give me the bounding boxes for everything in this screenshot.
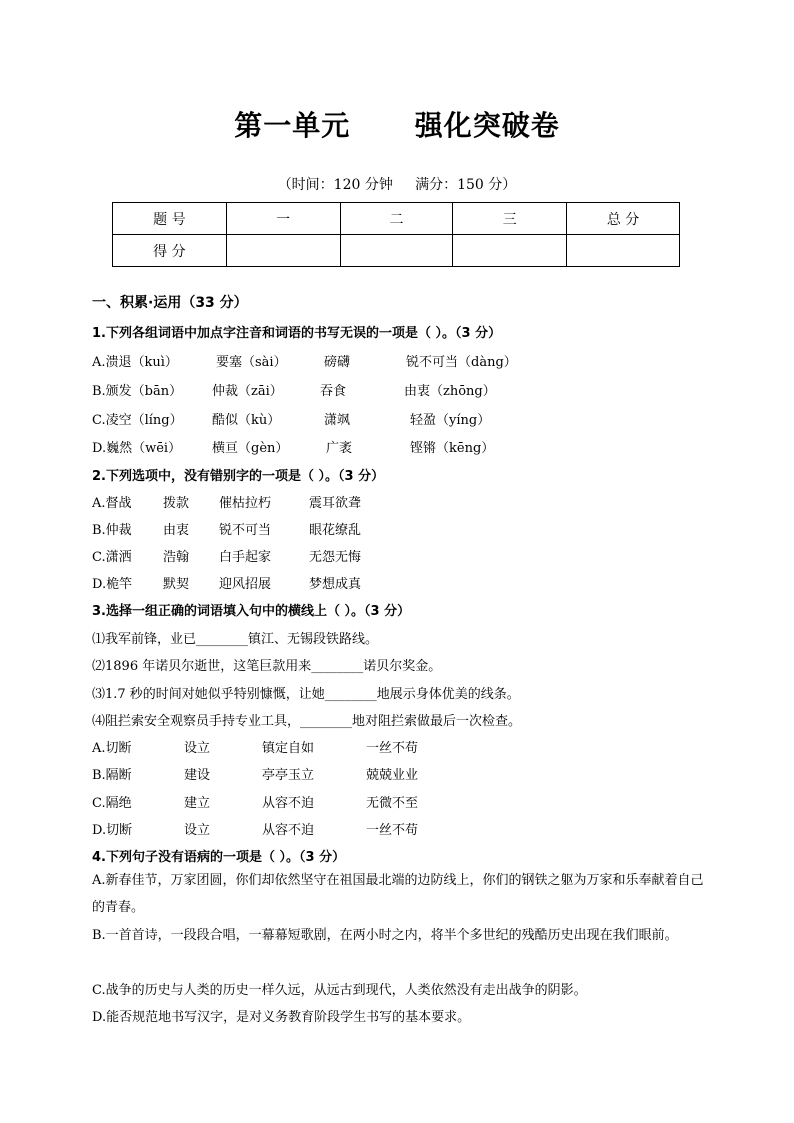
score-cell-total: 总 分 bbox=[567, 203, 680, 235]
question-3-option-a bbox=[92, 737, 418, 756]
option-item: 震耳欲聋 bbox=[309, 496, 362, 511]
option-item: 眼花缭乱 bbox=[309, 523, 362, 538]
question-4-option-b: B.一首首诗，一段段合唱，一幕幕短歌剧，在两小时之内，将半个多世纪的残酷历史出现在我们眼前。 bbox=[92, 928, 678, 943]
question-1-option-c bbox=[92, 409, 490, 428]
question-3-option-b bbox=[92, 764, 418, 783]
option-item: 建立 bbox=[184, 796, 211, 811]
option-item: 亭亭玉立 bbox=[262, 768, 315, 783]
option-item: 白手起家 bbox=[219, 550, 272, 565]
score-row-label: 得 分 bbox=[113, 235, 227, 267]
option-item: A.溃退（kuì） bbox=[92, 355, 178, 370]
score-blank-total[interactable] bbox=[567, 235, 680, 267]
exam-time-info: （时间：120 分钟 满分：150 分） bbox=[277, 177, 517, 193]
option-item: 浩翰 bbox=[163, 550, 190, 565]
option-item: B.仲裁 bbox=[92, 523, 132, 538]
score-blank-3[interactable] bbox=[453, 235, 567, 267]
option-item: 磅礴 bbox=[324, 355, 351, 370]
question-3-sentence-2: ⑵1896 年诺贝尔逝世，这笔巨款用来________诺贝尔奖金。 bbox=[92, 659, 442, 674]
score-blank-1[interactable] bbox=[226, 235, 340, 267]
option-item: 梦想成真 bbox=[309, 577, 362, 592]
option-item: 吞食 bbox=[320, 384, 347, 399]
option-item: 镇定自如 bbox=[262, 741, 315, 756]
option-item: B.隔断 bbox=[92, 768, 132, 783]
option-item: 默契 bbox=[163, 577, 190, 592]
option-item: A.切断 bbox=[92, 741, 132, 756]
option-item: 设立 bbox=[184, 823, 211, 838]
option-item: 拨款 bbox=[163, 496, 190, 511]
question-3-option-c bbox=[92, 792, 418, 811]
option-item: 潇飒 bbox=[324, 413, 351, 428]
option-item: 从容不迫 bbox=[262, 796, 315, 811]
question-2-option-b bbox=[92, 519, 361, 538]
option-item: 轻盈（yíng） bbox=[410, 413, 491, 428]
question-4-stem: 4.下列句子没有语病的一项是（ ）。（3 分） bbox=[92, 850, 346, 865]
question-4-option-d: D.能否规范地书写汉字，是对义务教育阶段学生书写的基本要求。 bbox=[92, 1010, 471, 1025]
score-table-header-row bbox=[113, 203, 680, 235]
option-item: D.桅竿 bbox=[92, 577, 133, 592]
option-item: 锐不可当（dàng） bbox=[406, 355, 517, 370]
option-item: 酷似（kù） bbox=[212, 413, 281, 428]
option-item: 要塞（sài） bbox=[216, 355, 287, 370]
option-item: 无怨无悔 bbox=[309, 550, 362, 565]
option-item: 一丝不苟 bbox=[366, 823, 419, 838]
question-3-sentence-1: ⑴我军前锋，业已________镇江、无锡段铁路线。 bbox=[92, 632, 379, 647]
option-item: 一丝不苟 bbox=[366, 741, 419, 756]
question-2-stem: 2.下列选项中，没有错别字的一项是（ ）。（3 分） bbox=[92, 469, 385, 484]
option-item: B.颁发（bān） bbox=[92, 384, 183, 399]
score-cell-label: 题 号 bbox=[113, 203, 227, 235]
score-cell-part1: 一 bbox=[226, 203, 340, 235]
score-table bbox=[112, 202, 680, 267]
option-item: 仲裁（zāi） bbox=[212, 384, 283, 399]
question-1-option-b bbox=[92, 380, 496, 399]
option-item: 由衷（zhōng） bbox=[404, 384, 496, 399]
option-item: D.巍然（wēi） bbox=[92, 441, 182, 456]
option-item: 设立 bbox=[184, 741, 211, 756]
question-2-option-a bbox=[92, 492, 361, 511]
option-item: D.切断 bbox=[92, 823, 133, 838]
question-4-option-a: A.新春佳节，万家团圆，你们却依然坚守在祖国最北端的边防线上，你们的钢铁之躯为万家和乐奉献着自己的青春。 bbox=[92, 873, 704, 915]
section-heading: 一、积累·运用（33 分） bbox=[92, 295, 248, 311]
option-item: 铿锵（kēng） bbox=[410, 441, 495, 456]
question-1-stem: 1.下列各组词语中加点字注音和词语的书写无误的一项是（ ）。（3 分） bbox=[92, 326, 502, 341]
score-table-score-row bbox=[113, 235, 680, 267]
option-item: 由衷 bbox=[163, 523, 190, 538]
option-item: 锐不可当 bbox=[219, 523, 272, 538]
score-cell-part3: 三 bbox=[453, 203, 567, 235]
page-title: 第一单元 强化突破卷 bbox=[234, 109, 560, 142]
question-1-option-a bbox=[92, 351, 517, 370]
option-item: 催枯拉朽 bbox=[219, 496, 272, 511]
option-item: 横亘（gèn） bbox=[212, 441, 289, 456]
option-item: 从容不迫 bbox=[262, 823, 315, 838]
score-blank-2[interactable] bbox=[340, 235, 453, 267]
question-2-option-c bbox=[92, 546, 361, 565]
option-item: 建设 bbox=[184, 768, 211, 783]
question-3-option-d bbox=[92, 819, 418, 838]
option-item: 兢兢业业 bbox=[366, 768, 419, 783]
question-3-sentence-4: ⑷阻拦索安全观察员手持专业工具，________地对阻拦索做最后一次检查。 bbox=[92, 714, 522, 729]
option-item: 广袤 bbox=[326, 441, 353, 456]
question-1-option-d bbox=[92, 437, 494, 456]
question-4-option-c: C.战争的历史与人类的历史一样久远，从远古到现代，人类依然没有走出战争的阴影。 bbox=[92, 983, 587, 998]
question-2-option-d bbox=[92, 573, 361, 592]
score-cell-part2: 二 bbox=[340, 203, 453, 235]
option-item: C.潇洒 bbox=[92, 550, 132, 565]
option-item: C.隔绝 bbox=[92, 796, 132, 811]
option-item: 迎风招展 bbox=[219, 577, 272, 592]
option-item: C.凌空（líng） bbox=[92, 413, 183, 428]
option-item: A.督战 bbox=[92, 496, 132, 511]
question-3-stem: 3.选择一组正确的词语填入句中的横线上（ ）。（3 分） bbox=[92, 604, 411, 619]
question-3-sentence-3: ⑶1.7 秒的时间对她似乎特别慷慨，让她________地展示身体优美的线条。 bbox=[92, 687, 520, 702]
option-item: 无微不至 bbox=[366, 796, 419, 811]
